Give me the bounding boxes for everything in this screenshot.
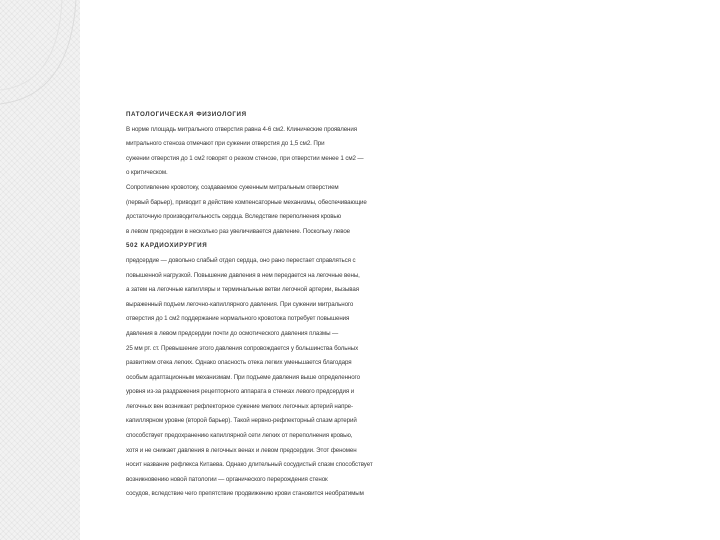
text-line: (первый барьер), приводит в действие компенсаторные механизмы, обеспечивающие xyxy=(126,198,367,206)
text-line: развитием отека легких. Однако опасность отека легких уменьшается благодаря xyxy=(126,359,352,367)
decorative-side-panel xyxy=(0,0,80,540)
text-line: а затем на легочные капилляры и терминальные ветви легочной артерии, вызывая xyxy=(126,286,359,294)
text-line: В норме площадь митрального отверстия равна 4-6 см2. Клинические проявления xyxy=(126,125,357,133)
text-line: предсердие — довольно слабый отдел сердца, оно рано перестает справляться с xyxy=(126,256,356,264)
text-line: в левом предсердии в несколько раз увеличивается давление. Поскольку левое xyxy=(126,227,351,235)
text-line: легочных вен возникает рефлекторное сужение мелких легочных артерий напре- xyxy=(126,402,353,410)
text-line: достаточную производительность сердца. Вследствие переполнения кровью xyxy=(126,213,342,221)
text-line: сосудов, вследствие чего препятствие продвижению крови становится необратимым xyxy=(126,490,364,498)
document-lines xyxy=(126,123,466,502)
text-line: сужении отверстия до 1 см2 говорят о резком стенозе, при отверстии менее 1 см2 — xyxy=(126,154,364,162)
text-line: капиллярном уровне (второй барьер). Такой нервно-рефлекторный спазм артерий xyxy=(126,417,357,425)
text-line: 25 мм рт. ст. Превышение этого давления сопровождается у большинства больных xyxy=(126,344,359,352)
text-line: возникновению новой патологии — органического перерождения стенок xyxy=(126,475,328,483)
text-line: повышенной нагрузкой. Повышение давления в нем передается на легочные вены, xyxy=(126,271,360,279)
text-line: выраженный подъем легочно-капиллярного давления. При сужении митрального xyxy=(126,300,354,308)
text-line: способствует предохранению капиллярной сети легких от переполнения кровью, xyxy=(126,432,353,440)
text-line: Сопротивление кровотоку, создаваемое суженным митральным отверстием xyxy=(126,183,339,191)
document-body xyxy=(126,108,466,502)
text-line: носит название рефлекса Китаева. Однако длительный сосудистый спазм способствует xyxy=(126,461,373,469)
text-line: хотя и не снижает давления в легочных венах и левом предсердии. Этот феномен xyxy=(126,446,357,454)
text-line: отверстия до 1 см2 поддержание нормального кровотока потребует повышения xyxy=(126,315,350,323)
document-title: ПАТОЛОГИЧЕСКАЯ ФИЗИОЛОГИЯ xyxy=(126,111,247,118)
text-line: уровня из-за раздражения рецепторного аппарата в стенках левого предсердия и xyxy=(126,388,355,396)
text-line: митрального стеноза отмечают при сужении отверстия до 1,5 см2. При xyxy=(126,140,325,148)
text-line: давления в левом предсердии почти до осмотического давления плазмы — xyxy=(126,329,339,337)
text-line: особым адаптационным механизмам. При подъеме давления выше определенного xyxy=(126,373,360,381)
running-header: 502 КАРДИОХИРУРГИЯ xyxy=(126,242,208,250)
text-line: о критическом. xyxy=(126,169,168,177)
corner-arc-ornament xyxy=(0,0,80,110)
